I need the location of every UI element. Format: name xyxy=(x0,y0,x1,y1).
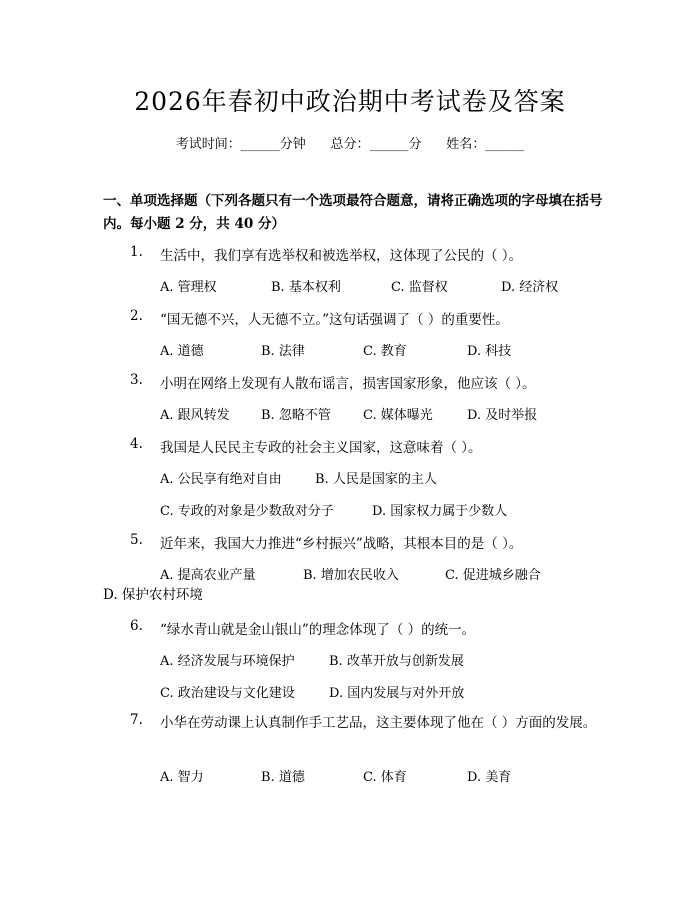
option-d: D. 国家权力属于少数人 xyxy=(372,504,508,519)
option-b: B. 基本权利 xyxy=(271,280,341,295)
option-c: C. 媒体曝光 xyxy=(363,408,433,423)
option-d: D. 经济权 xyxy=(501,280,559,295)
option-a: A. 管理权 xyxy=(160,280,217,295)
question-text: 小明在网络上发现有人散布谣言，损害国家形象，他应该（ ）。 xyxy=(160,376,536,392)
option-b: B. 忽略不管 xyxy=(261,408,331,423)
option-a: A. 提高农业产量 xyxy=(160,568,256,583)
option-b: B. 法律 xyxy=(261,344,305,359)
option-d-wrap xyxy=(103,561,599,607)
option-a: A. 经济发展与环境保护 xyxy=(160,654,295,669)
option-c: C. 促进城乡融合 xyxy=(445,568,541,583)
question-text: 生活中，我们享有选举权和被选举权，这体现了公民的（ ）。 xyxy=(160,248,523,264)
question-number: 6. xyxy=(130,618,143,634)
question-7 xyxy=(103,712,599,735)
option-a: A. 道德 xyxy=(160,344,204,359)
question-text: “国无德不兴，人无德不立。”这句话强调了（ ）的重要性。 xyxy=(160,312,509,328)
option-c: C. 体育 xyxy=(363,770,407,785)
question-number: 7. xyxy=(130,712,143,728)
option-a: A. 公民享有绝对自由 xyxy=(160,472,282,487)
exam-info-line: 考试时间：______分钟 总分：______分 姓名：______ xyxy=(175,137,525,152)
question-text: 小华在劳动课上认真制作手工艺品，这主要体现了他在（ ）方面的发展。 xyxy=(160,715,597,731)
option-b: B. 道德 xyxy=(261,770,305,785)
option-a: A. 跟风转发 xyxy=(160,408,230,423)
page-title: 2026年春初中政治期中考试卷及答案 xyxy=(134,87,566,116)
option-b: B. 人民是国家的主人 xyxy=(315,472,437,487)
question-number: 1. xyxy=(130,244,143,260)
question-text: 近年来，我国大力推进“乡村振兴”战略，其根本目的是（ ）。 xyxy=(160,536,523,552)
section-heading: 一、单项选择题（下列各题只有一个选项最符合题意，请将正确选项的字母填在括号内。每小题 2 分，共 40 分） xyxy=(103,193,603,232)
question-text: 我国是人民民主专政的社会主义国家，这意味着（ ）。 xyxy=(160,440,482,456)
option-c: C. 教育 xyxy=(363,344,407,359)
option-c: C. 政治建设与文化建设 xyxy=(160,686,295,701)
option-c: C. 专政的对象是少数敌对分子 xyxy=(160,504,334,519)
question-number: 4. xyxy=(130,436,143,452)
question-number: 3. xyxy=(130,372,143,388)
option-b: B. 增加农民收入 xyxy=(303,568,399,583)
question-text: “绿水青山就是金山银山”的理念体现了（ ）的统一。 xyxy=(160,622,476,638)
option-d: D. 保护农村环境 xyxy=(103,587,203,603)
option-c: C. 监督权 xyxy=(391,280,448,295)
option-d: D. 及时举报 xyxy=(467,408,538,423)
option-d: D. 美育 xyxy=(467,770,512,785)
option-d: D. 国内发展与对外开放 xyxy=(329,686,465,701)
question-number: 2. xyxy=(130,308,143,324)
option-b: B. 改革开放与创新发展 xyxy=(329,654,464,669)
option-a: A. 智力 xyxy=(160,770,204,785)
question-number: 5. xyxy=(130,532,143,548)
option-d: D. 科技 xyxy=(467,344,512,359)
